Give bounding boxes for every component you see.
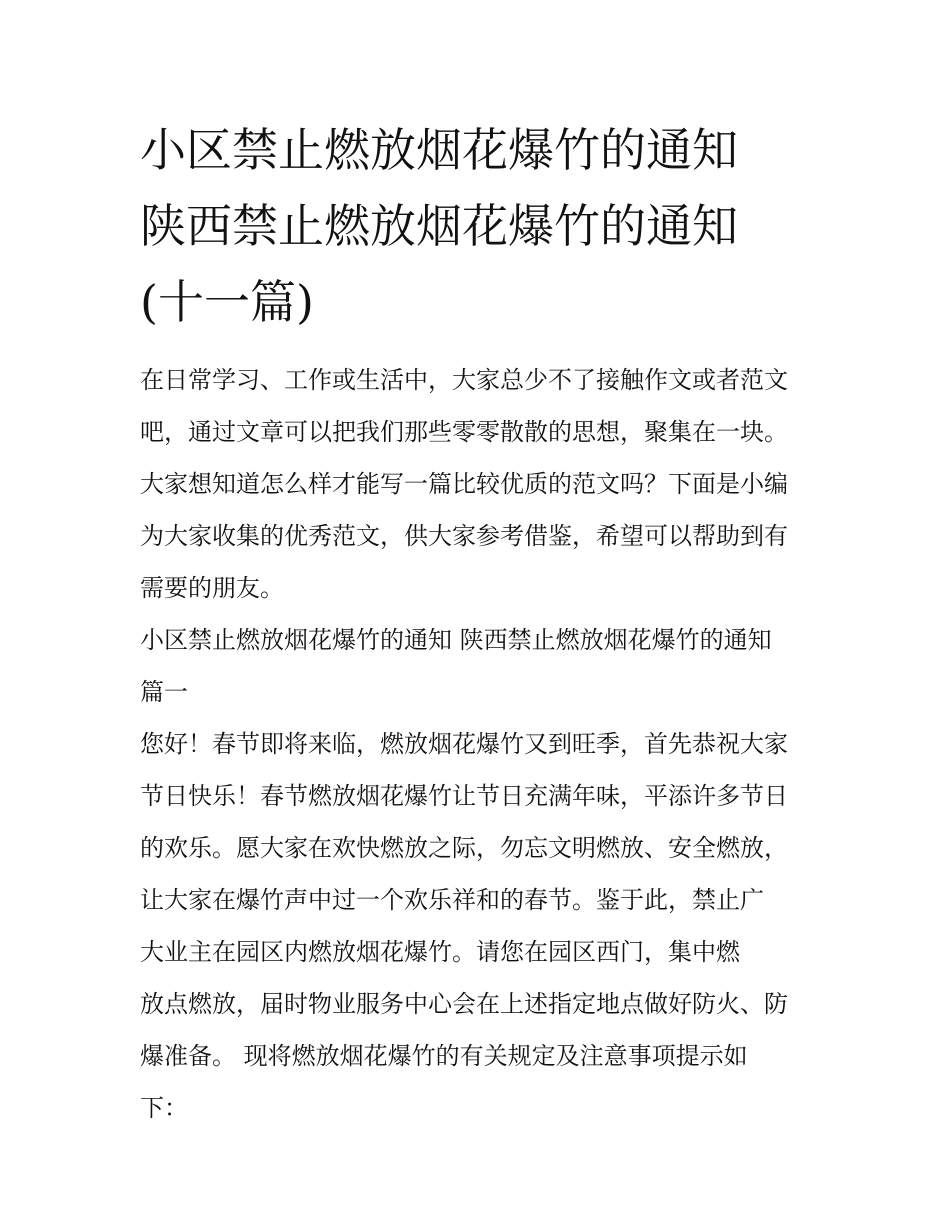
text-line: 下： [140, 1094, 188, 1122]
text-line: 的欢乐。愿大家在欢快燃放之际，勿忘文明燃放、安全燃放， [140, 834, 788, 862]
text-line: 小区禁止燃放烟花爆竹的通知 陕西禁止燃放烟花爆竹的通知 [140, 626, 772, 654]
text-line: 吧，通过文章可以把我们那些零零散散的思想，聚集在一块。 [140, 418, 788, 446]
intro-paragraph [140, 354, 820, 614]
text-line: 节日快乐！春节燃放烟花爆竹让节日充满年味，平添许多节日 [140, 782, 788, 810]
text-line: 大家想知道怎么样才能写一篇比较优质的范文吗？下面是小编 [140, 470, 788, 498]
text-line: 让大家在爆竹声中过一个欢乐祥和的春节。鉴于此，禁止广 [140, 886, 764, 914]
title-line: 小区禁止燃放烟花爆竹的通知 [140, 123, 738, 177]
text-line: 篇一 [140, 678, 188, 706]
title-line: 陕西禁止燃放烟花爆竹的通知 [140, 199, 738, 253]
section-heading [140, 614, 820, 718]
document-body [140, 354, 820, 1134]
text-line: 大业主在园区内燃放烟花爆竹。请您在园区西门，集中燃 [140, 938, 740, 966]
text-line: 爆准备。 现将燃放烟花爆竹的有关规定及注意事项提示如 [140, 1042, 748, 1070]
text-line: 需要的朋友。 [140, 574, 284, 602]
title-line: (十一篇) [140, 275, 314, 329]
text-line: 为大家收集的优秀范文，供大家参考借鉴，希望可以帮助到有 [140, 522, 788, 550]
text-line: 放点燃放，届时物业服务中心会在上述指定地点做好防火、防 [140, 990, 788, 1018]
notice-paragraph [140, 718, 820, 1134]
document-title [140, 112, 840, 340]
text-line: 在日常学习、工作或生活中，大家总少不了接触作文或者范文 [140, 366, 788, 394]
text-line: 您好！春节即将来临，燃放烟花爆竹又到旺季，首先恭祝大家 [140, 730, 788, 758]
